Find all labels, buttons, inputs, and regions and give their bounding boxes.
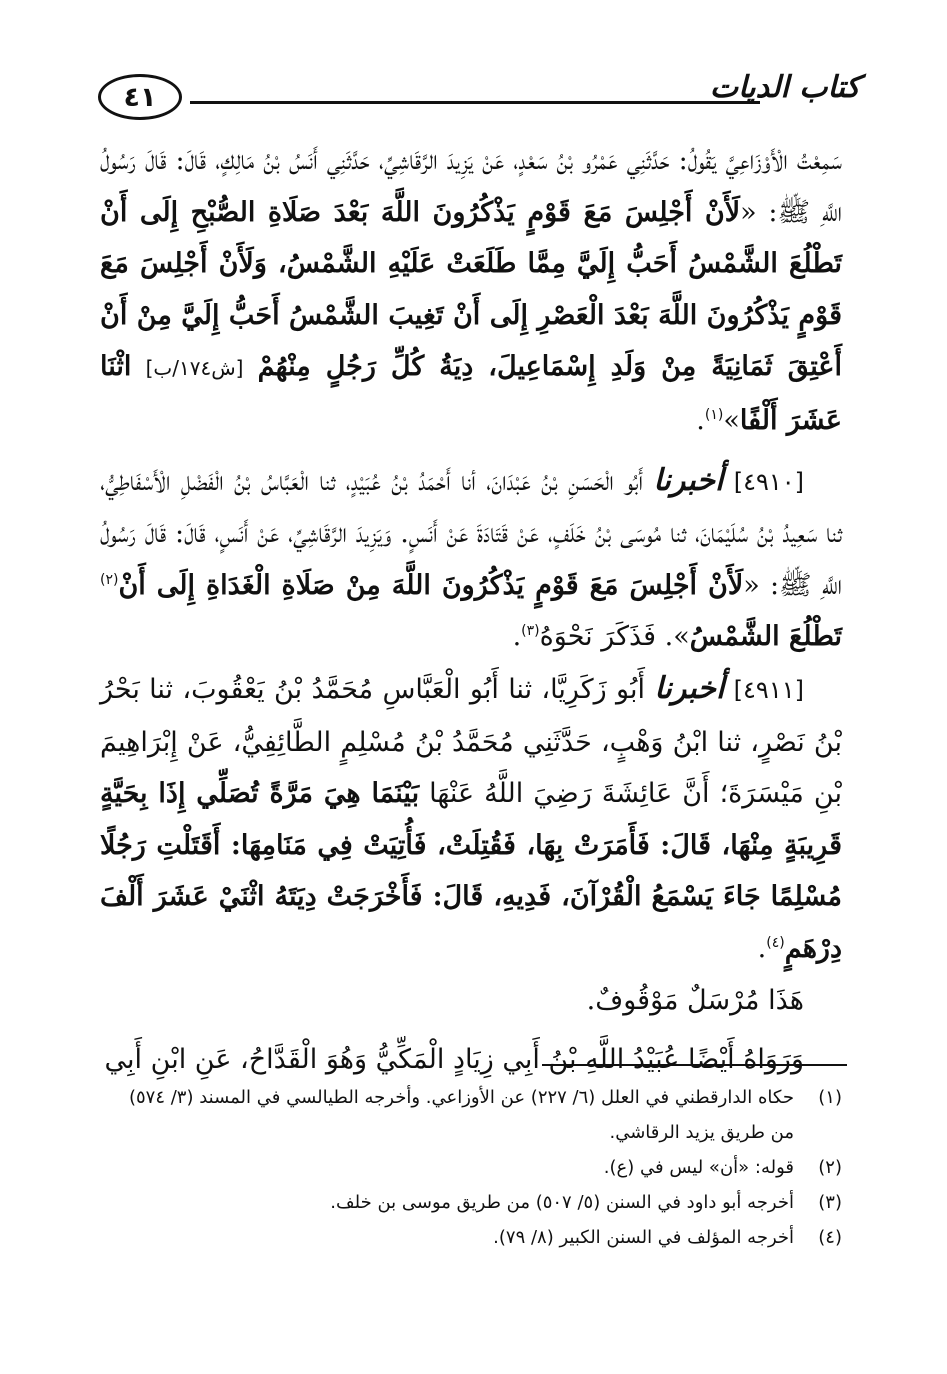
paragraph-hadith-4911 xyxy=(100,663,842,975)
hadith-text: لَأَنْ أَجْلِسَ مَعَ قَوْمٍ يَذْكُرُونَ اللَّهَ مِنْ صَلَاةِ الْغَدَاةِ إِلَى أَنْ xyxy=(118,569,744,601)
sentence-end: . xyxy=(757,932,767,964)
footnote-item xyxy=(100,1150,842,1185)
isnad-text: أَبُو زَكَرِيَّا، ثنا أَبُو الْعَبَّاسِ مُحَمَّدُ بْنُ يَعْقُوبَ، ثنا بَحْرُ بْنُ نَصْرٍ، ثنا ابْنُ وَهْبٍ، حَدَّثَنِي مُحَمَّدُ بْنُ مُسْلِمٍ الطَّائِفِيُّ، عَنْ إِبْرَاهِيمَ بْنِ مَيْسَرَةَ؛ أَنَّ عَائِشَةَ رَضِيَ اللَّهُ عَنْهَا xyxy=(100,673,842,810)
book-title: كتاب الديات xyxy=(709,70,860,105)
paragraph-hadith-4909-continued xyxy=(100,135,842,447)
footnote-marker-2[interactable]: (٢) xyxy=(100,571,119,588)
grading-text: هَذَا مُرْسَلٌ مَوْقُوفٌ. xyxy=(586,984,804,1016)
hadith-number: [٤٩١١] xyxy=(733,675,804,704)
footnote-separator xyxy=(542,1064,847,1066)
footnote-marker-1[interactable]: (١) xyxy=(704,406,724,423)
continuation-text: وَرَوَاهُ أَيْضًا عُبَيْدُ اللَّهِ بْنُ أَبِي زِيَادٍ الْمَكِّيُّ وَهُوَ الْقَدَّاحُ، عَنِ ابْنِ أَبِي xyxy=(104,1044,804,1076)
akhbarana-label: أخبرنا xyxy=(654,670,725,706)
footnote-text: أخرجه المؤلف في السنن الكبير (٨/ ٧٩). xyxy=(493,1227,794,1248)
hadith-text-end: تَطْلُعَ الشَّمْسُ xyxy=(689,621,842,653)
page-header xyxy=(98,70,860,126)
paragraph-grading xyxy=(100,975,842,1027)
footnote-item xyxy=(100,1220,842,1255)
hadith-text-end: اثْنَا عَشَرَ أَلْفًا xyxy=(100,351,842,436)
footnote-marker-3[interactable]: (٣) xyxy=(521,623,540,640)
footnote-item xyxy=(100,1080,842,1150)
footnote-text: قوله: «أن» ليس في (ع). xyxy=(603,1157,794,1178)
header-rule xyxy=(190,101,760,104)
footnote-number: (١) xyxy=(818,1087,842,1108)
footnote-number: (٣) xyxy=(818,1192,842,1213)
quote-close: » xyxy=(723,404,740,436)
paragraph-rawahu xyxy=(100,1034,842,1086)
manuscript-ref: [ش١٧٤/ب] xyxy=(145,356,244,381)
sentence-end: . xyxy=(696,404,705,436)
footnote-text: أخرجه أبو داود في السنن (٥/ ٥٠٧) من طريق موسى بن خلف. xyxy=(330,1192,794,1213)
isnad-text: سَمِعْتُ الْأَوْزَاعِيَّ يَقُولُ: حَدَّثَنِي عَمْرُو بْنُ سَعْدٍ، عَنْ يَزِيدَ الرَّقَاشِيِّ، حَدَّثَنِي أَنَسُ بْنُ مَالِكٍ، قَالَ: قَالَ رَسُولُ اللَّهِ ﷺ: « xyxy=(100,145,842,228)
footnotes xyxy=(100,1080,842,1255)
footnote-item xyxy=(100,1185,842,1220)
closing-text: ». فَذَكَرَ نَحْوَهُ xyxy=(539,621,690,653)
hadith-text: لَأَنْ أَجْلِسَ مَعَ قَوْمٍ يَذْكُرُونَ اللَّهَ بَعْدَ صَلَاةِ الصُّبْحِ إِلَى أَنْ تَطْلُعَ الشَّمْسُ أَحَبُّ إِلَيَّ مِمَّا طَلَعَتْ عَلَيْهِ الشَّمْسُ، وَلَأَنْ أَجْلِسَ مَعَ قَوْمٍ يَذْكُرُونَ اللَّهَ بَعْدَ الْعَصْرِ إِلَى أَنْ تَغِيبَ الشَّمْسُ أَحَبُّ إِلَيَّ مِنْ أَنْ أَعْتِقَ ثَمَانِيَةً مِنْ وَلَدِ إِسْمَاعِيلَ، دِيَةُ كُلِّ رَجُلٍ مِنْهُمْ xyxy=(100,196,842,383)
paragraph-hadith-4910 xyxy=(100,455,842,663)
hadith-number: [٤٩١٠] xyxy=(733,467,804,496)
sentence-end: . xyxy=(512,621,522,653)
isnad-text: أَبُو الْحَسَنِ بْنُ عَبْدَانَ، أنا أَحْمَدُ بْنُ عُبَيْدٍ، ثنا الْعَبَّاسُ بْنُ الْفَضْلِ الْأَسْفَاطِيُّ، ثنا سَعِيدُ بْنُ سُلَيْمَانَ، ثنا مُوسَى بْنُ خَلَفٍ، عَنْ قَتَادَةَ عَنْ أَنَسٍ. وَيَزِيدَ الرَّقَاشِيِّ، عَنْ أَنَسٍ، قَالَ: قَالَ رَسُولُ اللَّهِ ﷺ: « xyxy=(100,465,842,601)
footnote-marker-4[interactable]: (٤) xyxy=(766,934,785,951)
akhbarana-label: أخبرنا xyxy=(653,462,724,498)
footnote-number: (٢) xyxy=(818,1157,842,1178)
main-text xyxy=(100,135,842,1086)
footnote-text: حكاه الدارقطني في العلل (٦/ ٢٢٧) عن الأوزاعي. وأخرجه الطيالسي في المسند (٣/ ٥٧٤) من طريق يزيد الرقاشي. xyxy=(128,1087,794,1143)
page-number: ٤١ xyxy=(98,74,182,120)
narration-text: بَيْنَمَا هِيَ مَرَّةً تُصَلِّي إِذَا بِحَيَّةٍ قَرِيبَةٍ مِنْهَا، قَالَ: فَأَمَرَتْ بِهَا، فَقُتِلَتْ، فَأُتِيَتْ فِي مَنَامِهَا: أَقَتَلْتِ رَجُلًا مُسْلِمًا جَاءَ يَسْمَعُ الْقُرْآنَ، فَدِيهِ، قَالَ: فَأَخْرَجَتْ دِيَتَهُ اثْنَيْ عَشَرَ أَلْفَ دِرْهَمٍ xyxy=(100,778,842,964)
footnote-number: (٤) xyxy=(818,1227,842,1248)
